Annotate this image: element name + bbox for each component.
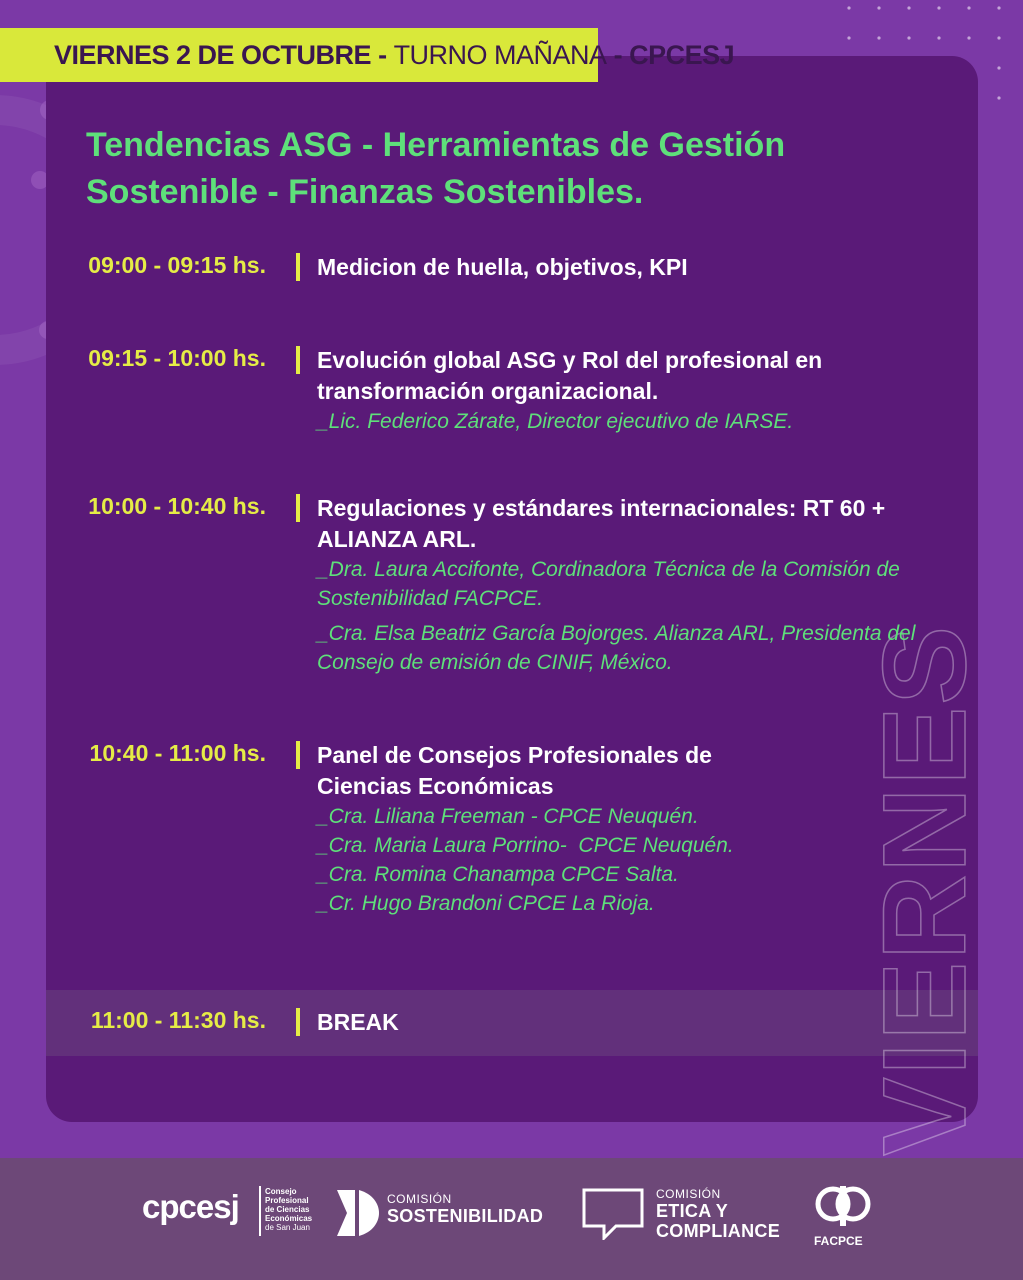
etica-line3: COMPLIANCE [656,1221,780,1241]
facpce-emblem-icon [815,1182,871,1230]
session-topic: BREAK [317,1009,399,1035]
session-content [317,345,967,436]
cpcesj-sub-line: de San Juan [265,1223,310,1232]
session-topic: Panel de Consejos Profesionales de Ciencias Económicas [317,742,712,799]
session-speaker: _Cra. Liliana Freeman - CPCE Neuquén. [317,805,699,828]
time-divider [296,741,300,769]
sostenibilidad-line2: SOSTENIBILIDAD [387,1206,544,1226]
facpce-label: FACPCE [814,1234,863,1248]
date-banner [0,28,735,82]
session-topic: Regulaciones y estándares internacionales: RT 60 + ALIANZA ARL. [317,495,886,552]
banner-date: VIERNES 2 DE OCTUBRE [54,39,372,70]
sponsor-footer [0,1158,1023,1280]
sostenibilidad-icon [337,1190,379,1236]
time-divider [296,253,300,281]
session-speaker: _Dra. Laura Accifonte, Cordinadora Técnica de la Comisión de Sostenibilidad FACPCE. [317,558,900,610]
cpcesj-subtitle [265,1187,312,1232]
session-topic: Medicion de huella, objetivos, KPI [317,254,688,280]
event-title: Tendencias ASG - Herramientas de Gestión Sostenible - Finanzas Sostenibles. [86,126,786,211]
banner-separator: - [606,39,630,70]
cpcesj-sub-line: Consejo [265,1187,297,1196]
time-slot: 09:00 - 09:15 hs. [88,252,266,278]
session-speaker: _Cra. Elsa Beatriz García Bojorges. Alianza ARL, Presidenta del Consejo de emisión de CINIF, México. [317,622,916,674]
time-slot: 09:15 - 10:00 hs. [88,345,266,371]
session-content [317,252,967,283]
session-speaker: _Lic. Federico Zárate, Director ejecutivo de IARSE. [317,410,794,433]
cpcesj-sub-line: de Ciencias [265,1205,310,1214]
time-divider [296,494,300,522]
session-speaker: _Cra. Romina Chanampa CPCE Salta. [317,863,679,886]
banner-org: CPCESJ [629,39,735,70]
cpcesj-sub-line: Profesional [265,1196,309,1205]
time-slot: 10:40 - 11:00 hs. [89,740,266,766]
session-content [317,493,967,677]
sostenibilidad-line1: COMISIÓN [387,1192,452,1206]
time-divider [296,346,300,374]
cpcesj-logo [142,1188,239,1226]
time-divider [296,1008,300,1036]
cpcesj-wordmark: cpcesj [142,1188,239,1225]
time-slot: 10:00 - 10:40 hs. [88,493,266,519]
session-content [317,740,967,918]
session-topic: Evolución global ASG y Rol del profesional en transformación organizacional. [317,347,823,404]
sostenibilidad-logo [387,1192,543,1227]
etica-line2: ETICA Y [656,1201,729,1221]
session-speaker: _Cra. Maria Laura Porrino- CPCE Neuquén. [317,834,734,857]
speech-bubble-icon [582,1188,644,1240]
banner-shift: TURNO MAÑANA [393,39,607,70]
etica-compliance-logo [656,1187,780,1241]
cpcesj-sub-line: Económicas [265,1214,313,1223]
etica-line1: COMISIÓN [656,1187,721,1201]
logo-divider [259,1186,261,1236]
session-speaker: _Cr. Hugo Brandoni CPCE La Rioja. [317,892,655,915]
banner-separator: - [371,39,394,70]
vertical-day-word: VIERNES [859,623,991,1157]
time-slot: 11:00 - 11:30 hs. [90,1007,266,1033]
session-content [317,1007,967,1038]
